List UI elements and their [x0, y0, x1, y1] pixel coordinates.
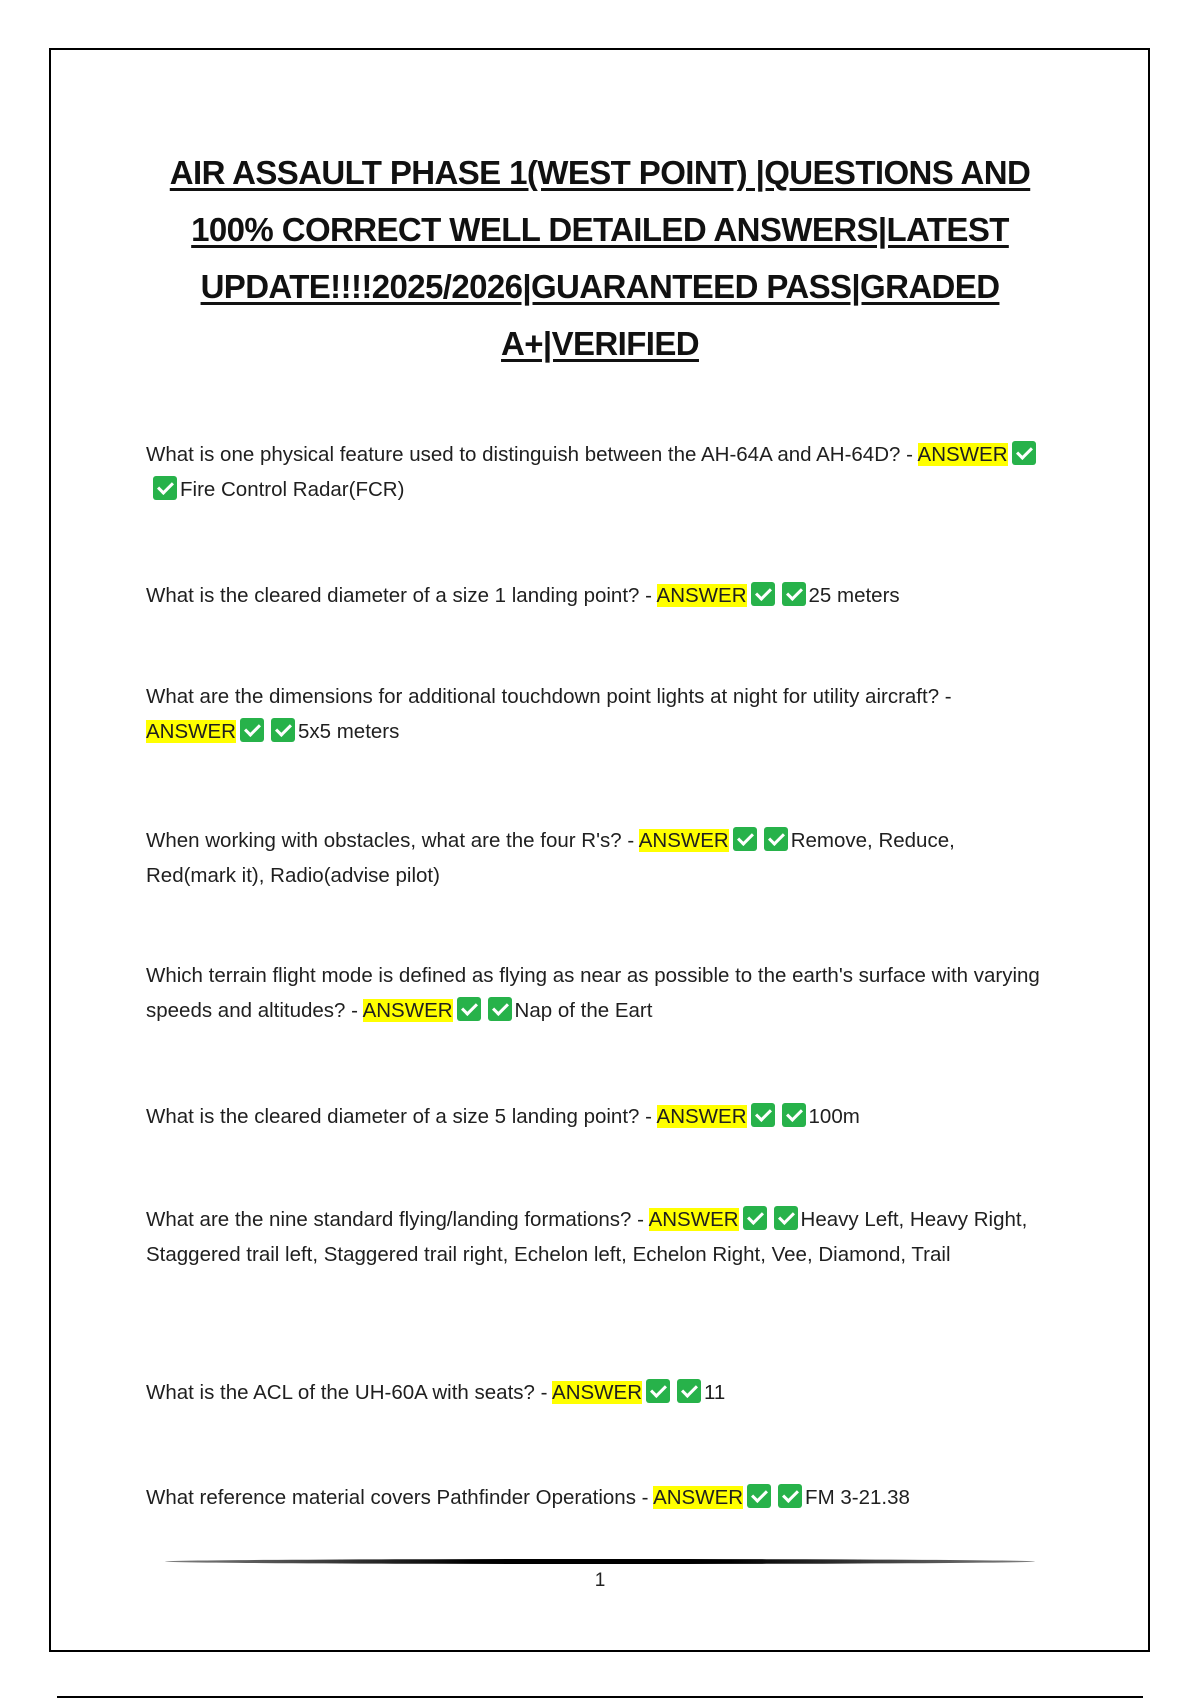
check-mark-icon: [488, 997, 512, 1021]
qa-item: [146, 1202, 1046, 1272]
question-text: What are the dimensions for additional touchdown point lights at night for utility aircraft? -: [146, 685, 952, 708]
check-mark-icon: [733, 827, 757, 851]
qa-item: [146, 437, 1046, 507]
check-mark-icon: [764, 827, 788, 851]
answer-label: ANSWER: [917, 443, 1008, 466]
answer-text: 5x5 meters: [297, 720, 400, 743]
answer-label: ANSWER: [656, 584, 747, 607]
page-number: 1: [594, 1570, 606, 1591]
qa-item: [146, 679, 1046, 749]
answer-label: ANSWER: [648, 1208, 739, 1231]
check-mark-icon: [782, 1103, 806, 1127]
answer-text: Fire Control Radar(FCR): [180, 478, 405, 501]
question-text: What is one physical feature used to distinguish between the AH-64A and AH-64D? -: [146, 443, 913, 466]
question-text: What reference material covers Pathfinder Operations -: [146, 1486, 649, 1509]
footer-divider: [165, 1559, 1035, 1564]
answer-label: ANSWER: [656, 1105, 747, 1128]
qa-item: [146, 1099, 1046, 1134]
check-mark-icon: [782, 582, 806, 606]
check-mark-icon: [774, 1206, 798, 1230]
check-mark-icon: [240, 718, 264, 742]
answer-text: 11: [704, 1381, 726, 1404]
answer-text: Remove, Reduce, Red(mark it), Radio(advise pilot): [146, 829, 955, 887]
qa-item: [146, 1375, 1046, 1410]
qa-item: [146, 823, 1046, 893]
check-mark-icon: [153, 476, 177, 500]
check-mark-icon: [677, 1379, 701, 1403]
question-text: What is the cleared diameter of a size 1 landing point? -: [146, 584, 652, 607]
answer-text: 25 meters: [808, 584, 900, 607]
answer-text: 100m: [808, 1105, 860, 1128]
question-text: What are the nine standard flying/landing formations? -: [146, 1208, 644, 1231]
check-mark-icon: [743, 1206, 767, 1230]
answer-label: ANSWER: [653, 1486, 744, 1509]
check-mark-icon: [751, 582, 775, 606]
answer-label: ANSWER: [552, 1381, 643, 1404]
page-edge-divider: [57, 1696, 1143, 1698]
question-text: Which terrain flight mode is defined as flying as near as possible to the earth's surface with varying speeds and altitudes? -: [146, 964, 1040, 1022]
answer-text: Nap of the Eart: [514, 999, 653, 1022]
qa-item: [146, 578, 1046, 613]
check-mark-icon: [457, 997, 481, 1021]
answer-text: Heavy Left, Heavy Right, Staggered trail left, Staggered trail right, Echelon left, Echelon Right, Vee, Diamond, Trail: [146, 1208, 1028, 1266]
qa-item: [146, 958, 1046, 1028]
check-mark-icon: [751, 1103, 775, 1127]
question-text: When working with obstacles, what are the four R's? -: [146, 829, 635, 852]
check-mark-icon: [747, 1484, 771, 1508]
answer-label: ANSWER: [362, 999, 453, 1022]
question-text: What is the cleared diameter of a size 5 landing point? -: [146, 1105, 652, 1128]
check-mark-icon: [646, 1379, 670, 1403]
answer-label: ANSWER: [146, 720, 236, 743]
document-title: AIR ASSAULT PHASE 1(WEST POINT) |QUESTIONS AND 100% CORRECT WELL DETAILED ANSWERS|LATEST UPDATE!!!!2025/2026|GUARANTEED PASS|GRADED A+|VERIFIED: [169, 154, 1031, 362]
question-text: What is the ACL of the UH-60A with seats? -: [146, 1381, 548, 1404]
answer-label: ANSWER: [638, 829, 729, 852]
check-mark-icon: [778, 1484, 802, 1508]
check-mark-icon: [1012, 441, 1036, 465]
answer-text: FM 3-21.38: [805, 1486, 910, 1509]
qa-item: [146, 1480, 1046, 1515]
check-mark-icon: [271, 718, 295, 742]
